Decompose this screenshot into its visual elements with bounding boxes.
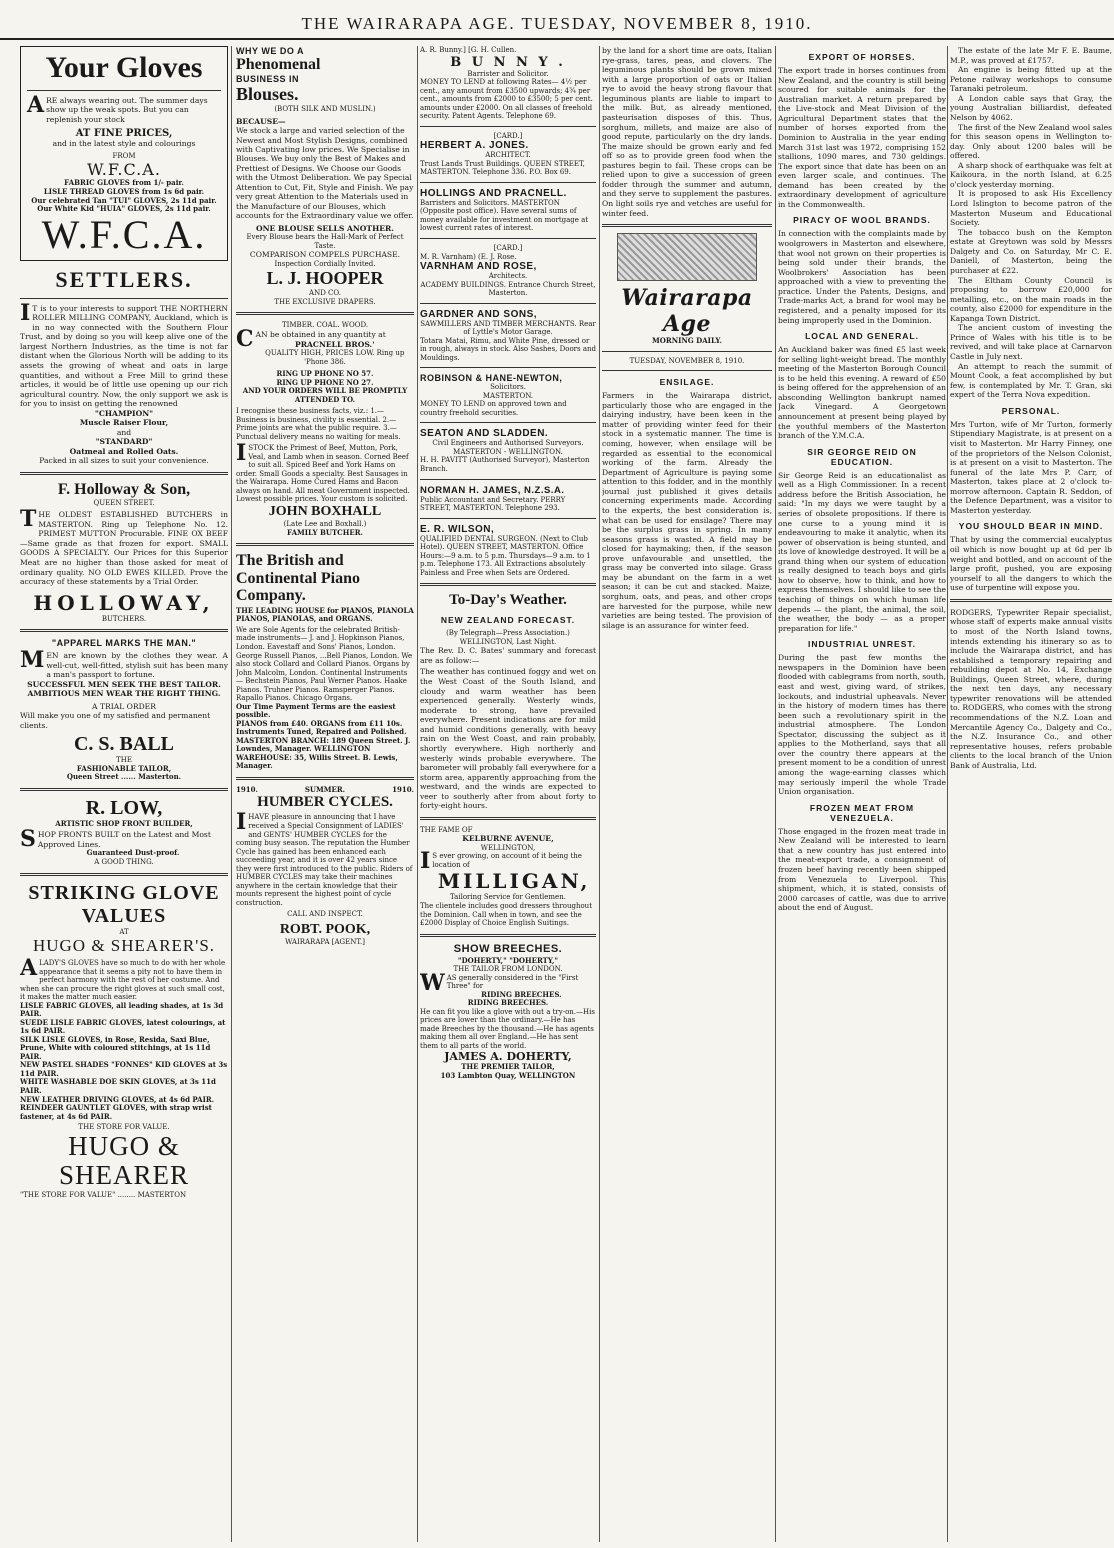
card-line: [CARD.] bbox=[493, 243, 523, 252]
card-line: MASTERTON. bbox=[482, 391, 534, 400]
card-title: SEATON AND SLADDEN. bbox=[420, 428, 549, 440]
ad-line: COMPARISON COMPELS PURCHASE. bbox=[249, 250, 401, 260]
wfca-gloves-ad bbox=[20, 46, 228, 261]
glove-line: NEW LEATHER DRIVING GLOVES, at 4s 6d PAIR. bbox=[20, 1094, 215, 1104]
article-body: Those engaged in the frozen meat trade in New Zealand will be interested to learn that a new country has just entered into the meat-export trade, a consignment of frozen beef having recently been shipped from Venezuela to Liverpool. This shipment, which, it is stated, consists of 2000 carcases of cattle, was due to arrive about the end of August. bbox=[778, 826, 946, 913]
article-body: During the past few months the newspapers in the Dominion have been flooded with cablegrams from north, south, east and west, giving ward, of strikes, lockouts, and industrial upheavals. Never in the history of modern times has there been such a revolutionary spirit in the industrial atmosphere. The London Spectator, discussing the subject as it applies to the Motherland, says that all over the country there appears at the present moment to be a condition of unrest among the wage-earning classes which may seriously imperil the whole Trade Union organisation. bbox=[778, 653, 946, 797]
column-3 bbox=[420, 46, 596, 1542]
news-paragraph: A sharp shock of earthquake was felt at Kaikoura, in the north Island, at 6.25 o'clock yesterday morning. bbox=[950, 160, 1112, 189]
ad-line: Oatmeal and Rolled Oats. bbox=[69, 446, 179, 456]
ad-brand: MILLIGAN, bbox=[437, 869, 591, 894]
column-5 bbox=[778, 46, 946, 1542]
ad-brand: JOHN BOXHALL bbox=[268, 504, 382, 520]
ad-line: Tailoring Service for Gentlemen. bbox=[450, 893, 566, 902]
ad-brand: HOLLOWAY, bbox=[33, 590, 215, 615]
ad-line: THE PREMIER TAILOR, bbox=[461, 1062, 555, 1072]
hooper-blouses-ad bbox=[236, 46, 414, 306]
ad-line: RING UP PHONE NO 27. bbox=[276, 377, 374, 387]
ad-line: Packed in all sizes to suit your convenience. bbox=[39, 456, 209, 466]
ad-body: We are Sole Agents for the celebrated British-made instruments— J. and J. Hopkinson Pianos, London. Eavestaff and Sons' Pianos, London. George Russell Pianos, ...Bell Pianos, London. We also stock Collard and Collard Pianos. Organs by John Malcolm, London. Continental Instruments— Bechstein Pianos, Paul Werner Pianos. Haake Pianos. Truhner Pianos. Ramsperger Pianos. Rapallo Pianos. Chicago Organs. bbox=[236, 625, 413, 703]
column-4 bbox=[602, 46, 772, 1542]
column-1 bbox=[20, 46, 228, 1542]
ad-body: ISTOCK the Primest of Beef, Mutton, Pork, Veal, and Lamb when in season. Corned Beef to suit all. Spiced Beef and York Hams on order. Small Goods a specialty. Best Sausages in the Wairarapa. Home Cured Hams and Bacon always on hand. All meat Government inspected. Lowest possible prices. Your custom is solicited. bbox=[236, 440, 410, 504]
ad-line: ARTISTIC SHOP FRONT BUILDER, bbox=[55, 818, 193, 828]
wilson-card bbox=[420, 524, 596, 578]
card-body: ACADEMY BUILDINGS. Entrance Church Street, Masterton. bbox=[420, 280, 596, 298]
ad-line: "THE STORE FOR VALUE" ........ MASTERTON bbox=[20, 1191, 187, 1200]
masthead-illustration bbox=[617, 233, 757, 281]
unrest-article bbox=[778, 639, 946, 796]
ad-title: SHOW BREECHES. bbox=[453, 942, 563, 955]
ad-line: and bbox=[116, 427, 132, 437]
settlers-ad bbox=[20, 267, 228, 466]
card-title: HERBERT A. JONES. bbox=[420, 140, 529, 152]
ad-title: Phenomenal bbox=[236, 56, 321, 73]
ad-line: TIMBER. COAL. WOOD. bbox=[281, 321, 369, 330]
card-line: ARCHITECT. bbox=[485, 151, 531, 160]
glove-line: LISLE FABRIC GLOVES, all leading shades, at 1s 3d PAIR. bbox=[20, 1000, 224, 1019]
article-title: PIRACY OF WOOL BRANDS. bbox=[793, 215, 931, 226]
ad-title: HUMBER CYCLES. bbox=[257, 794, 393, 811]
ad-line: KELBURNE AVENUE, bbox=[462, 834, 554, 844]
ad-body: We stock a large and varied selection of the Newest and Most Stylish Designs, combined with Captivating low prices. We Specialise in Blouses. We buy only the Best of Makes and Prettiest of Designs. We Choose our Goods with the Utmost Deliberation. We pay Special Attention to Cut, Fit, Style and Finish. We pay very great Attention to the Materials used in the Manufacture of our Blouses, which accounts for the Extraordinary value we offer. bbox=[236, 126, 414, 221]
article-title: FROZEN MEAT FROM VENEZUELA. bbox=[809, 802, 915, 823]
ad-line: A TRIAL ORDER bbox=[92, 701, 156, 711]
ad-body: IT is to your interests to support THE NORTHERN ROLLER MILLING COMPANY, Auckland, which is in no way connected with the Southern Flour Trust, and by doing so you will keep alive one of the largest Northern Industries, as the time is not far distant when the Glorious North will be adding to its assets the growing of wheat and oats in large quantities, and without a Free Mill to grind these articles, it would be of little use opening up our rich agricultural country. Now, the only support we ask is for you to insist on getting the renowned bbox=[20, 299, 228, 409]
apparel-ad bbox=[20, 638, 228, 782]
card-body: MONEY TO LEND on approved town and country freehold securities. bbox=[420, 400, 567, 417]
bear-in-mind-article bbox=[950, 521, 1112, 592]
ad-body: He can fit you like a glove with out a try-on.—His prices are lower than the ordinary.—He has made Breeches by the thousand.—He has agents making them all over England.—He has sent them to all parts of the world. bbox=[420, 1007, 595, 1050]
ad-line: FABRIC GLOVES from 1/- pair. bbox=[64, 178, 184, 188]
ad-year: 1910. bbox=[392, 784, 414, 794]
ad-line: FAMILY BUTCHER. bbox=[287, 527, 363, 537]
news-paragraph: The tobacco bush on the Kempton estate at Greytown was sold by Messrs Dalgety and Co. on Saturday, Mr C. E. Daniell, of Masterton, being the purchaser at £22. bbox=[950, 227, 1112, 275]
article-title: EXPORT OF HORSES. bbox=[808, 52, 916, 62]
card-line: M. R. Varnham) (E. J. Rose. bbox=[420, 252, 517, 261]
ad-line: Every Blouse bears the Hall-Mark of Perfect Taste. bbox=[246, 233, 404, 250]
varnham-card bbox=[420, 244, 596, 298]
ad-title: STRIKING GLOVE VALUES bbox=[28, 881, 220, 927]
card-body: Trust Lands Trust Buildings. QUEEN STREET, MASTERTON. Telephone 336. P.O. Box 69. bbox=[420, 159, 585, 177]
ensilage-article bbox=[602, 377, 772, 630]
card-body: MONEY TO LEND at following Rates— 4½ per cent., any amount from £3500 upwards; 4¾ per cent., amounts from £2000 to £3500; 5 per cent. amounts under £2000. On all classes of freehold security. Patent Agents. Telephone 69. bbox=[420, 78, 593, 121]
humber-ad bbox=[236, 786, 414, 946]
ad-text: WHY WE DO A bbox=[236, 46, 304, 56]
ad-line: LISLE THREAD GLOVES from 1s 6d pair. bbox=[43, 187, 205, 196]
ad-title: Blouses. bbox=[236, 84, 299, 104]
card-line: Barrister and Solicitor. bbox=[467, 69, 549, 78]
ad-line: QUALITY HIGH, PRICES LOW. Ring up 'Phone 386. bbox=[265, 348, 405, 366]
ad-line: "CHAMPION" bbox=[94, 408, 154, 418]
ad-line: WELLINGTON, bbox=[480, 843, 536, 852]
ad-title: "APPAREL MARKS THE MAN." bbox=[51, 638, 197, 649]
gardner-card bbox=[420, 309, 596, 363]
article-line: WELLINGTON, Last Night. bbox=[459, 637, 557, 646]
column-6 bbox=[950, 46, 1112, 1542]
column-rule bbox=[775, 46, 776, 1542]
ad-line: SUCCESSFUL MEN SEEK THE BEST TAILOR. bbox=[27, 679, 221, 689]
hollings-card bbox=[420, 188, 596, 233]
bunny-card bbox=[420, 46, 596, 121]
ad-line: Queen Street ...... Masterton. bbox=[66, 772, 182, 782]
low-ad bbox=[20, 797, 228, 867]
card-body: Totara Matai, Rimu, and White Pine, dressed or in rough, always in stock. Also Sashes, Doors and Mouldings. bbox=[420, 336, 596, 362]
article-body: The weather has continued foggy and wet on the West Coast of the South Island, and cloudy and warm weather has been experienced generally. Westerly winds, moderate to strong, have prevailed everywhere. Present indications are for mild and humid conditions generally, with heavy rain on the West Coast, and rain probably, shortly everywhere. High northerly and westerly winds probable everywhere. The barometer will probably fall everywhere for a storm area, apparently approaching from the westward, and the winds are expected to veer to southerly after from about forty to forty-eight hours. bbox=[420, 667, 596, 811]
ad-body: ALADY'S GLOVES have so much to do with her whole appearance that it seems a pity not to have them in perfect harmony with the rest of her costume. And when she can procure the right gloves at such small cost, it makes the matter much easier. bbox=[20, 955, 226, 1002]
ad-season: SUMMER. bbox=[304, 784, 346, 794]
ad-brand: W.F.C.A. bbox=[87, 160, 161, 180]
robinson-card bbox=[420, 373, 596, 417]
export-horses-article bbox=[778, 52, 946, 209]
ad-line: WAIRARAPA [AGENT.] bbox=[285, 937, 365, 946]
pracnell-ad bbox=[236, 321, 414, 537]
jones-card bbox=[420, 132, 596, 177]
paper-date: TUESDAY, NOVEMBER 8, 1910. bbox=[629, 356, 745, 365]
article-body: In connection with the complaints made by woolgrowers in Masterton and elsewhere, that wool not grown on their properties is being sold under their brands, the Woolbrokers' Association has been approached with a view to preventing the practice. Under the Patents, Designs, and Trade-marks Act, a brand for wool may be registered, and a penalty imposed for its being improperly used in the Dominion. bbox=[778, 229, 946, 325]
article-title: To-Day's Weather. bbox=[449, 592, 567, 609]
article-body: The Rev. D. C. Bates' summary and forecast are as follow:— bbox=[420, 646, 596, 665]
personal-article bbox=[950, 406, 1112, 516]
glove-line: SUEDE LISLE FABRIC GLOVES, latest colourings, at 1s 6d PAIR. bbox=[20, 1017, 226, 1036]
rodgers-notice: RODGERS, Typewriter Repair specialist, whose staff of experts make annual visits to most of the North Island towns, intends extending his itinerary so as to include the Wairarapa district, and has established a temporary repairing and rebuilding depot at No. 14, Exchange Buildings, Queen Street, where, during the next ten days, any necessary typewriter renovations will be attended to. RODGERS, who comes with the strong recommendations of the N.Z. Loan and Mercantile Agency Co., Dalgety and Co., the N.Z. Insurance Co., and other representative houses, refers probable clients to the local branch of the Union Bank of Australia, Ltd. bbox=[950, 607, 1112, 770]
article-body: Mrs Turton, wife of Mr Turton, formerly Stipendiary Magistrate, is at present on a visit to Masterton. Mr Harry Finney, one of the proprietors of the Nelson Colonist, is at present on a visit to Masterton. The funeral of the late Mrs P. Carr, of Masterton, takes place at 2 o'clock to-morrow afternoon. Captain R. Seddon, of the Defence Department, was a visitor to Masterton yesterday. bbox=[950, 419, 1112, 515]
article-body: Sir George Reid is an educationalist as well as a High Commissioner. In a recent address before the British Association, he said: "In my days we were taught by a series of obsolete propositions. If there is one curse to a young mind it is endeavouring to make it analytic, when its power of observation is being stunted, and its love of knowledge destroyed. It will be a grand thing when our system of education is really designed to teach boys and girls how to observe, how to think, and how to express themselves. I should like to see the teaching of things on which human life depends — the plant, the animal, the soil, the weather, the body — as a proper preparation for life." bbox=[778, 470, 946, 633]
ad-brand: JAMES A. DOHERTY, bbox=[444, 1050, 572, 1064]
card-body: H. H. PAVITT (Authorised Surveyor), Masterton Branch. bbox=[420, 456, 590, 473]
masthead bbox=[0, 0, 1114, 40]
article-body: by the land for a short time are oats, Italian rye-grass, tares, peas, and clovers. The leguminous plants should be grown mixed with a large proportion of oats or Italian rye to avoid the heavy strong flavour that leguminous plants are liable to impart to the milk. But, as already mentioned, pasteurisation disposes of this. Thus, sorghum, millets, and maize are also of good repute, particularly on the dry lands. The maize should be grown early and fed off so as to provide green food when the pastures begin to fail. These crops can be relied upon to give a succession of green fodder through the summer and autumn, and they serve to supplement the pastures. On light soils rye and vetches are useful for winter feed. bbox=[602, 46, 772, 218]
ad-line: A GOOD THING. bbox=[94, 857, 154, 866]
ad-line: (BOTH SILK AND MUSLIN.) bbox=[274, 105, 376, 113]
ad-line: Muscle Raiser Flour, bbox=[79, 418, 169, 428]
article-body: An Auckland baker was fined £5 last week for selling light-weight bread. The monthly meeting of the Masterton Borough Council is to be held this evening. A reward of £50 is being offered for the apprehension of an absconding Wellington bankrupt named Jack Vinegard. A Georgetown announcement at present being played by the youthful members of the Masterton branch of the Y.M.C.A. bbox=[778, 345, 946, 441]
article-body: The export trade in horses continues from New Zealand, and the country is still being scoured for suitable animals for the Australian market. A return prepared by the Live-stock and Meat Division of the Agricultural Department states that the number of horses exported from the Dominion to Australia in the year ending March 31st last was 1972, comprising 152 stallions, 1090 mares, and 730 geldings. The export since that date has been on an even larger scale, and continues. The demand has been created by the extraordinary development of agriculture in the Commonwealth. bbox=[778, 66, 946, 209]
article-title: INDUSTRIAL UNREST. bbox=[807, 639, 917, 650]
column-rule bbox=[599, 46, 600, 1542]
ad-line: THE TAILOR FROM LONDON. bbox=[453, 965, 563, 974]
news-paragraph: The ancient custom of investing the Prince of Wales with his title is to be revived, and will take place at Carnarvon Castle in July next. bbox=[950, 323, 1112, 361]
ad-body: MEN are known by the clothes they wear. A well-cut, well-fitted, stylish suit has been many a man's passport to fortune. bbox=[20, 647, 228, 680]
card-body: QUALIFIED DENTAL SURGEON. (Next to Club Hotel). QUEEN STREET, MASTERTON. Office Hours:—9 a.m. to 5 p.m. Thursdays—9 a.m. to 1 p.m. Telephone 173. All Extractions absolutely Painless and Free when Sets are Ordered. bbox=[420, 534, 591, 577]
ad-line: AT bbox=[119, 927, 129, 936]
card-line: A. R. Bunny.] [G. H. Cullen. bbox=[420, 46, 517, 54]
card-line: [CARD.] bbox=[493, 131, 523, 140]
milligan-ad bbox=[420, 826, 596, 928]
ad-line: THE bbox=[116, 756, 132, 765]
article-body: Farmers in the Wairarapa district, particularly those who are engaged in the dairying industry, have been keen in the matter of providing winter feed for their stock in a systematic manner. The time is coming, however, when ensilage will be regarded as essential to the economical working of the farm. Already the Department of Agriculture is paying some attention to this fodder, and in the monthly journal just published it gives details concerning experiments made. According to the experts, the best consideration is, what can be used for ensilage? There may be the surplus grass in spring. In many seasons grass is wasted. A field may be closed for haymaking; then, if the season prove unfavourable and unsettled, the grass may be converted into silage. Grass may be abundant on the farm in a wet season; it can be cut and stacked. Maize, sorghum, oats, and peas, and other crops are harvested for the purpose, while new varieties are being tested. The provision of silage is an assurance for winter feed. bbox=[602, 391, 772, 630]
article-title: LOCAL AND GENERAL. bbox=[805, 331, 919, 342]
ad-body: SHOP FRONTS BUILT on the Latest and Most Approved Lines. bbox=[20, 826, 211, 853]
piano-ad bbox=[236, 552, 414, 771]
ad-line: Our celebrated Tan "TUI" GLOVES, 2s 11d pair. bbox=[31, 195, 217, 205]
ad-body: The clientele includes good dressers throughout the Dominion. Call when in town, and see the £2000 Display of Choice English Suitings. bbox=[420, 902, 593, 928]
ad-line: Our Time Payment Terms are the easiest possible. bbox=[236, 701, 396, 720]
ad-text: QUEEN STREET. bbox=[93, 498, 155, 507]
ad-title: Your Gloves bbox=[45, 51, 203, 84]
article-title: YOU SHOULD BEAR IN MIND. bbox=[958, 521, 1104, 532]
news-paragraph: An engine is being fitted up at the Petone railway workshops to consume Taranaki petroleum. bbox=[950, 65, 1112, 94]
column-rule bbox=[947, 46, 948, 1542]
ad-line: Will make you one of my satisfied and permanent clients. bbox=[20, 711, 211, 730]
card-title: GARDNER AND SONS, bbox=[420, 308, 538, 320]
ad-text: and in the latest style and colourings bbox=[52, 139, 196, 149]
news-paragraph: The first of the New Zealand wool sales for this season opens in Wellington to-day. Only about 1200 bales will be offered. bbox=[950, 122, 1112, 161]
article-line: (By Telegraph—Press Association.) bbox=[446, 629, 570, 638]
ad-line: BECAUSE— bbox=[236, 116, 286, 126]
glove-line: WHITE WASHABLE DOE SKIN GLOVES, at 3s 11d PAIR. bbox=[20, 1077, 216, 1096]
ad-brand: C. S. BALL bbox=[73, 733, 175, 756]
seaton-card bbox=[420, 428, 596, 473]
reid-article bbox=[778, 447, 946, 634]
ad-body: ARE always wearing out. The summer days show up the weak spots. But you can replenish your stock bbox=[27, 92, 208, 124]
holloway-ad bbox=[20, 481, 228, 624]
news-paragraph: An attempt to reach the summit of Mount Cook, a feat accomplished by but few, is contemplated by Mr. T. Gran, ski expert of the Terra Nova expedition. bbox=[950, 361, 1112, 400]
ad-title: F. Holloway & Son, bbox=[57, 480, 191, 498]
ad-line: AND CO. bbox=[309, 289, 341, 298]
news-paragraph: A London cable says that Gray, the young Australian billiardist, defeated Nelson by 4062. bbox=[950, 93, 1112, 122]
news-paragraph: It is proposed to ask His Excellency Lord Islington to become patron of the Masterton Museum and Educational Society. bbox=[950, 189, 1112, 228]
ad-line: RIDING BREECHES. bbox=[467, 998, 549, 1008]
ad-line: RING UP PHONE NO 57. bbox=[276, 369, 374, 379]
news-paragraph: The Eltham County Council is proposing to borrow £20,000 for metalling, etc., on the main roads in the county, also £2000 for expenditure in the Kapanga Town District. bbox=[950, 275, 1112, 323]
ad-title: SETTLERS. bbox=[55, 266, 193, 292]
glove-line: NEW PASTEL SHADES "FONNES" KID GLOVES at 3s 11d PAIR. bbox=[20, 1060, 228, 1078]
glove-line: REINDEER GAUNTLET GLOVES, with strap wrist fastener, at 4s 6d PAIR. bbox=[20, 1103, 212, 1121]
ad-text: BUSINESS IN bbox=[236, 74, 300, 84]
ad-text: FROM bbox=[112, 151, 136, 160]
ad-line: CALL AND INSPECT. bbox=[287, 910, 363, 919]
article-title: PERSONAL. bbox=[1001, 405, 1061, 416]
ad-text: BUTCHERS. bbox=[101, 614, 147, 623]
ad-line: Our White Kid "HUIA" GLOVES, 2s 11d pair. bbox=[37, 204, 211, 214]
ad-brand: ROBT. POOK, bbox=[279, 921, 371, 937]
ad-brand-large: HUGO & SHEARER bbox=[58, 1130, 190, 1191]
ad-subtitle: HUGO & SHEARER'S. bbox=[32, 936, 216, 956]
ad-year: 1910. bbox=[236, 784, 258, 794]
ad-line: ONE BLOUSE SELLS ANOTHER. bbox=[256, 223, 394, 233]
ad-line: Inspection Cordially Invited. bbox=[274, 259, 376, 268]
ad-line: (Late Lee and Boxhall.) bbox=[283, 520, 367, 529]
card-title: B U N N Y . bbox=[450, 54, 566, 70]
ad-body: I recognise these business facts, viz.: 1.—Business is business, civility is essential. 2.—Prime joints are what the public require. 3.—Punctual delivery means no waiting for meals. bbox=[236, 407, 401, 441]
card-body: Barristers and Solicitors. MASTERTON (Opposite post office). Have several sums of money available for investment on mortgage at lowest current rates of interest. bbox=[420, 198, 589, 233]
article-title: SIR GEORGE REID ON EDUCATION. bbox=[807, 446, 917, 467]
card-title: E. R. WILSON, bbox=[420, 523, 495, 535]
article-title: ENSILAGE. bbox=[659, 377, 715, 388]
article-body: That by using the commercial eucalyptus oil which is now bought up at 6d per lb weight and bottled, and on account of the large profit, pushed, you are exposing yourself to all the dangers to which the use of turpentine will expose you. bbox=[950, 535, 1112, 593]
local-general-article bbox=[778, 331, 946, 441]
ad-line: "DOHERTY," "DOHERTY," bbox=[457, 955, 559, 965]
paper-title: Wairarapa Age bbox=[621, 285, 753, 338]
ad-line: THE STORE FOR VALUE. bbox=[78, 1123, 170, 1132]
card-title: HOLLINGS AND PRACNELL. bbox=[420, 187, 567, 199]
paper-subtitle: MORNING DAILY. bbox=[652, 336, 722, 346]
weather-article bbox=[420, 592, 596, 811]
masthead-title: THE WAIRARAPA AGE. TUESDAY, NOVEMBER 8, 1910. bbox=[301, 14, 813, 33]
ad-body: WAS generally considered in the "First Three" for bbox=[420, 969, 579, 996]
ad-line: MASTERTON BRANCH: 189 Queen Street. J. Lowndes, Manager. WELLINGTON WAREHOUSE: 35, Willis Street. B. Lewis, Manager. bbox=[236, 735, 411, 771]
column-2 bbox=[236, 46, 414, 1542]
ad-brand: L. J. HOOPER bbox=[266, 268, 384, 289]
ad-line: "STANDARD" bbox=[95, 437, 153, 447]
column-rule bbox=[417, 46, 418, 1542]
ad-title: The British and Continental Piano Company. bbox=[236, 552, 361, 605]
ad-body: IHAVE pleasure in announcing that I have received a Special Consignment of LADIES' and GENTS' HUMBER CYCLES for the coming busy season. The reputation the Humber Cycle has gained has been enhanced each succeeding year, and it is over 42 years since they were first introduced to the public. Riders of HUMBER CYCLES may take their machines anywhere in the certain knowledge that their mounts represent the highest point of cycle construction. bbox=[236, 809, 413, 907]
card-body: Civil Engineers and Authorised Surveyors. MASTERTON - WELLINGTON. bbox=[432, 439, 584, 456]
column-rule bbox=[231, 46, 232, 1542]
norman-card bbox=[420, 485, 596, 513]
card-title: VARNHAM AND ROSE, bbox=[420, 261, 537, 273]
glove-line: SILK LISLE GLOVES, in Rose, Resida, Saxi Blue, Prune, White with coloured stitchings, at 1s 11d PAIR. bbox=[20, 1034, 211, 1061]
ad-body: IS ever growing, on account of it being the location of bbox=[420, 848, 582, 875]
article-subhead: NEW ZEALAND FORECAST. bbox=[440, 615, 576, 626]
ad-subhead: AT FINE PRICES, bbox=[75, 128, 173, 140]
ad-line: THE EXCLUSIVE DRAPERS. bbox=[274, 297, 376, 306]
ad-line: THE FAME OF bbox=[420, 825, 473, 834]
piracy-article bbox=[778, 215, 946, 325]
ad-body: CAN be obtained in any quantity at bbox=[236, 326, 386, 353]
card-body: Public Accountant and Secretary. PERRY STREET, MASTERTON. Telephone 293. bbox=[420, 495, 566, 513]
ad-body: THE OLDEST ESTABLISHED BUTCHERS in MASTERTON. Ring up Telephone No. 12. PRIMEST MUTTON Procurable. FINE OX BEEF—Same grade as that frozen for export. SMALL GOODS A SPECIALTY. Our Prices for this Superior Meat are no higher than those asked for meat of ordinary quality. NO OLD EWES KILLED. Prove the accuracy of these statements by a Trial Order. bbox=[20, 506, 228, 587]
ad-line: Instruments Tuned, Repaired and Polished. bbox=[236, 727, 407, 737]
ad-line: Guaranteed Dust-proof. bbox=[86, 848, 180, 858]
ad-brand-large: W.F.C.A. bbox=[41, 211, 207, 257]
ad-line: PIANOS from £40. ORGANS from £11 10s. bbox=[236, 718, 403, 728]
frozen-meat-article bbox=[778, 803, 946, 913]
card-body: SAWMILLERS AND TIMBER MERCHANTS. Rear of Lyttle's Motor Garage. bbox=[420, 319, 596, 337]
hugo-shearer-ad bbox=[20, 882, 228, 1200]
card-line: Architects. bbox=[488, 272, 528, 281]
ad-line: 103 Lambton Quay, WELLINGTON bbox=[440, 1070, 576, 1080]
card-title: NORMAN H. JAMES, N.Z.S.A. bbox=[420, 484, 565, 496]
ad-line: AND YOUR ORDERS WILL BE PROMPTLY ATTENDED TO. bbox=[242, 386, 408, 404]
doherty-ad bbox=[420, 943, 596, 1081]
ad-line: RIDING BREECHES. bbox=[481, 989, 562, 999]
card-title: ROBINSON & HANE-NEWTON, bbox=[420, 373, 563, 384]
news-paragraph: The estate of the late Mr F. E. Baume, M.P., was proved at £1757. bbox=[950, 46, 1112, 65]
ad-line: PRACNELL BROS.' bbox=[294, 339, 375, 349]
ad-line: AMBITIOUS MEN WEAR THE RIGHT THING. bbox=[27, 689, 221, 699]
ad-brand: R. LOW, bbox=[85, 796, 163, 819]
ad-line: FASHIONABLE TAILOR, bbox=[76, 763, 172, 773]
ad-line: THE LEADING HOUSE for PIANOS, PIANOLA PIANOS, PIANOLAS, and ORGANS. bbox=[236, 605, 414, 624]
card-line: Solicitors. bbox=[490, 383, 526, 392]
